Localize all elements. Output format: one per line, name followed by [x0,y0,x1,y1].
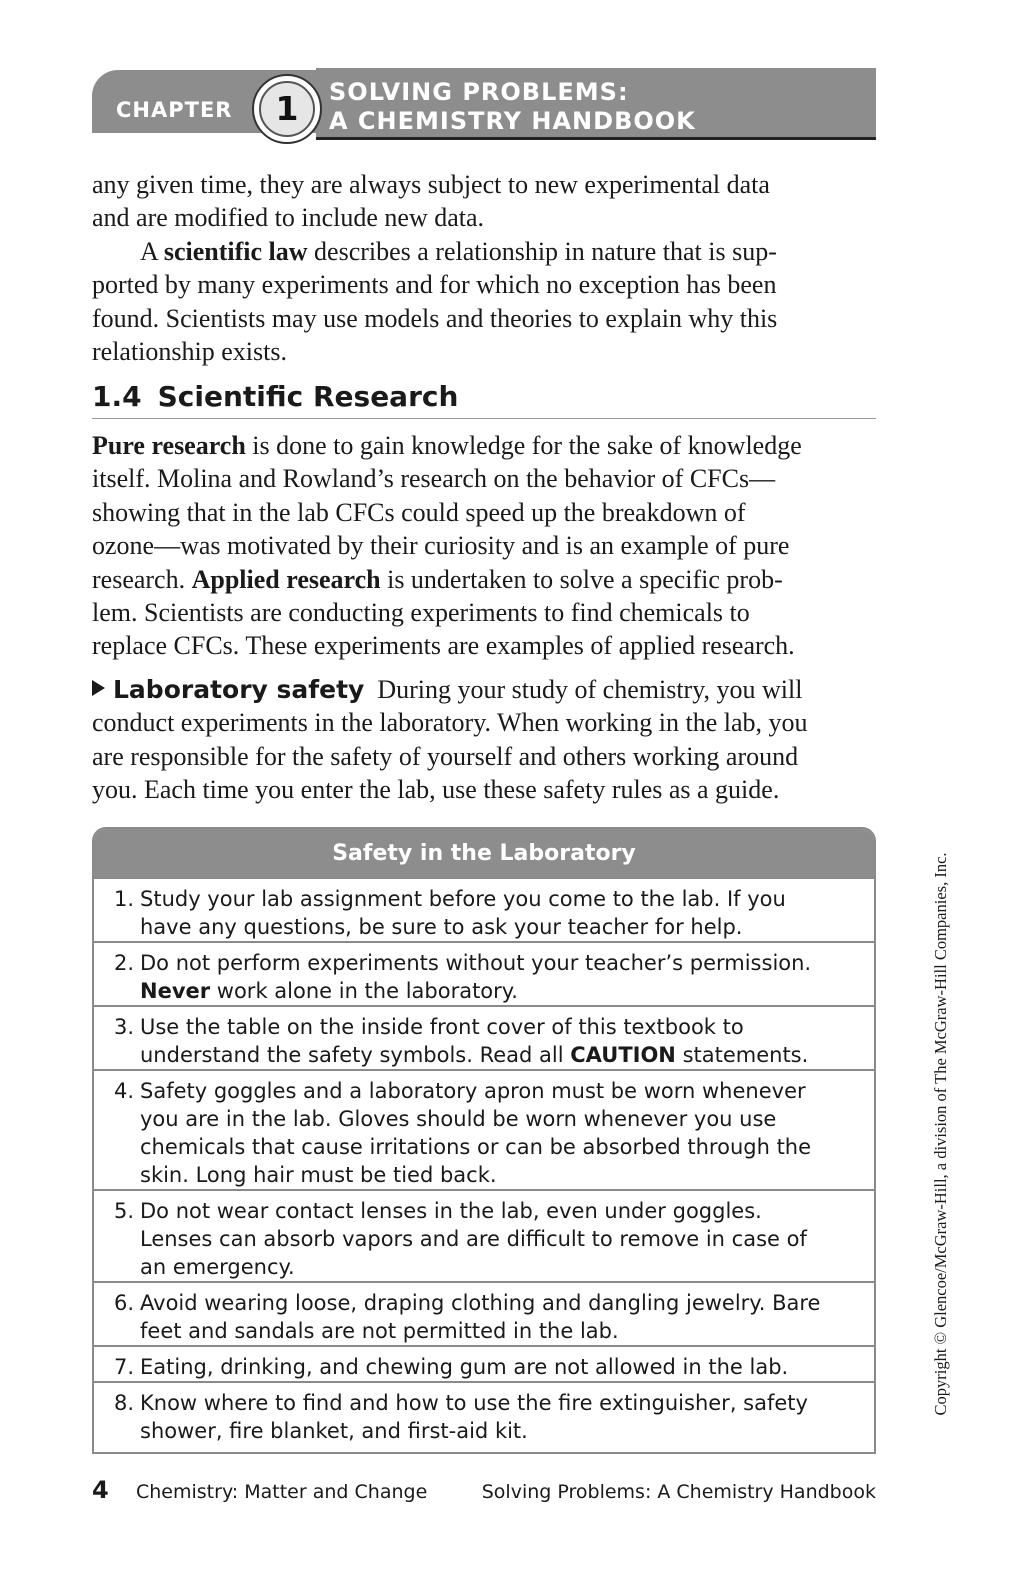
emphasis-caution: CAUTION [570,1043,676,1067]
text-line: lem. Scientists are conducting experiments to find chemicals to [92,598,750,628]
rule-line: Lenses can absorb vapors and are difficult to remove in case of [140,1227,807,1251]
page-footer [92,1476,876,1506]
table-row [94,1347,874,1383]
chapter-title-line-1: SOLVING PROBLEMS: [329,78,629,106]
rule-line: Eating, drinking, and chewing gum are not allowed in the lab. [140,1355,789,1379]
term-scientific-law: scientific law [163,237,308,266]
term-pure-research: Pure research [92,431,246,460]
text-fragment: statements. [675,1043,809,1067]
rule-text [140,1077,874,1189]
chapter-banner [92,68,876,142]
rule-line: shower, fire blanket, and first-aid kit. [140,1419,528,1443]
text-line [92,563,882,596]
rule-line [140,1041,874,1069]
text-line: ozone—was motivated by their curiosity and is an example of pure [92,531,790,561]
table-row [94,1007,874,1071]
text-fragment: work alone in the laboratory. [210,979,518,1003]
table-row [94,943,874,1007]
page-number: 4 [92,1476,109,1504]
text-line: itself. Molina and Rowland’s research on the behavior of CFCs— [92,464,776,494]
intro-paragraph-1 [92,168,882,235]
text-line [92,429,882,462]
rule-line: skin. Long hair must be tied back. [140,1163,497,1187]
text-line: conduct experiments in the laboratory. When working in the lab, you [92,708,808,738]
rule-number: 7. [114,1355,135,1379]
chapter-label: CHAPTER [116,98,233,122]
text-line [92,235,882,268]
section-number: 1.4 [92,380,142,413]
rule-text [140,1197,874,1281]
rule-text [140,1389,874,1445]
table-row [94,1071,874,1191]
text-line: showing that in the lab CFCs could speed up the breakdown of [92,497,746,527]
text-fragment: is done to gain knowledge for the sake of knowledge [245,431,802,460]
rule-line: Do not perform experiments without your teacher’s permission. [140,951,812,975]
rule-line [140,977,874,1005]
table-row [94,1283,874,1347]
text-line [92,673,882,706]
safety-table [92,827,876,1454]
table-title: Safety in the Laboratory [94,829,874,879]
emphasis-never: Never [140,979,211,1003]
book-title: Chemistry: Matter and Change [136,1481,428,1503]
runin-heading: Laboratory safety [113,675,365,704]
text-fragment: During your study of chemistry, you will [377,675,803,704]
rule-number: 5. [114,1199,135,1223]
rule-text [140,885,874,941]
text-line: replace CFCs. These experiments are examples of applied research. [92,631,795,661]
text-fragment: describes a relationship in nature that is sup- [307,237,777,266]
copyright-text: Copyright © Glencoe/McGraw-Hill, a division of The McGraw-Hill Companies, Inc. [931,852,950,1416]
table-row [94,879,874,943]
rule-number: 8. [114,1391,135,1415]
rule-number: 3. [114,1015,135,1039]
rule-text [140,1289,874,1345]
triangle-bullet-icon [92,680,105,696]
text-fragment: A [140,237,164,266]
section-heading [92,380,876,419]
text-fragment: research. [92,564,192,594]
rule-text [140,1013,874,1069]
rule-number: 2. [114,951,135,975]
chapter-number: 1 [259,81,315,137]
text-fragment: is undertaken to solve a specific prob- [380,564,783,594]
intro-paragraph-2 [92,235,882,369]
rule-line: have any questions, be sure to ask your teacher for help. [140,915,743,939]
text-line: are responsible for the safety of yourself and others working around [92,741,799,771]
rule-text [140,949,874,1005]
rule-line: an emergency. [140,1255,295,1279]
lab-safety-paragraph [92,673,882,807]
term-applied-research: Applied research [191,564,381,594]
rule-text [140,1353,874,1381]
table-row [94,1383,874,1453]
text-fragment: understand the safety symbols. Read all [140,1043,571,1067]
rule-line: Do not wear contact lenses in the lab, even under goggles. [140,1199,762,1223]
research-paragraph [92,429,882,663]
rule-line: you are in the lab. Gloves should be worn whenever you use [140,1107,777,1131]
text-line: relationship exists. [92,337,287,367]
chapter-title-line-2: A CHEMISTRY HANDBOOK [329,107,696,135]
section-title: Scientific Research [157,380,459,413]
text-line: and are modified to include new data. [92,203,485,233]
running-head: Solving Problems: A Chemistry Handbook [481,1481,876,1503]
rule-number: 1. [114,887,135,911]
text-line: you. Each time you enter the lab, use these safety rules as a guide. [92,775,780,805]
rule-line: chemicals that cause irritations or can be absorbed through the [140,1135,812,1159]
rule-line: Use the table on the inside front cover of this textbook to [140,1015,744,1039]
text-line: ported by many experiments and for which no exception has been [92,270,777,300]
rule-number: 6. [114,1291,135,1315]
chapter-number-badge [252,74,322,144]
rule-line: Study your lab assignment before you come to the lab. If you [140,887,786,911]
rule-line: Avoid wearing loose, draping clothing and dangling jewelry. Bare [140,1291,821,1315]
rule-line: feet and sandals are not permitted in the lab. [140,1319,619,1343]
table-row [94,1191,874,1283]
rule-number: 4. [114,1079,135,1103]
rule-line: Know where to find and how to use the fire extinguisher, safety [140,1391,808,1415]
text-line: found. Scientists may use models and theories to explain why this [92,303,778,333]
text-line: any given time, they are always subject to new experimental data [92,170,770,199]
rule-line: Safety goggles and a laboratory apron must be worn whenever [140,1079,806,1103]
